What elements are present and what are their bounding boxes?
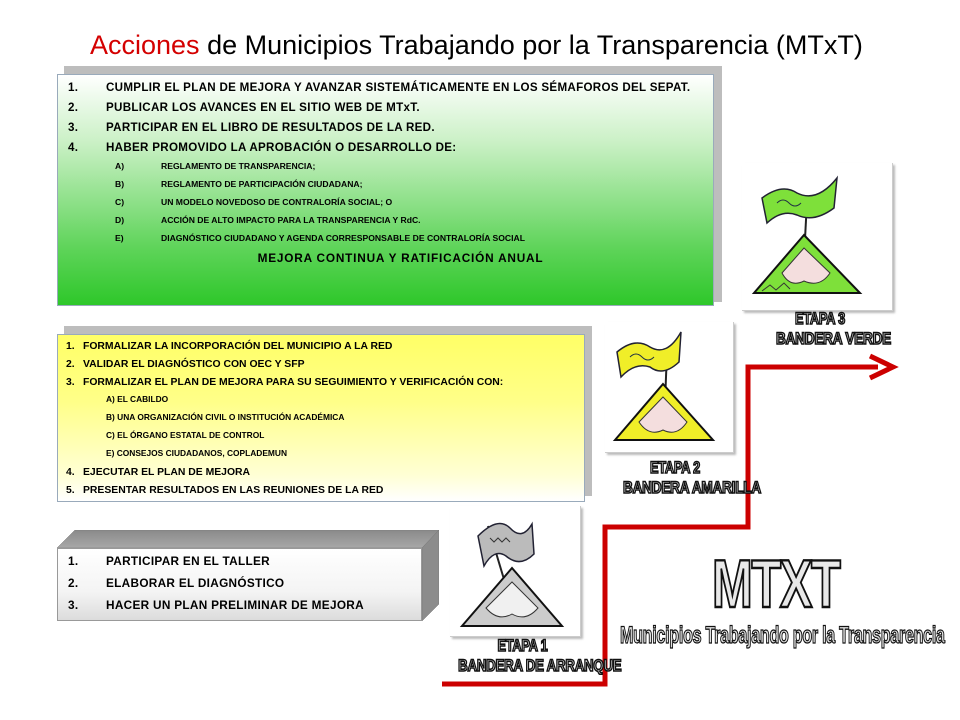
green-box-footer: MEJORA CONTINUA Y RATIFICACIÓN ANUAL xyxy=(257,251,544,265)
green-stage-box xyxy=(57,74,714,306)
sub-item: B) REGLAMENTO DE PARTICIPACIÓN CIUDADANA; xyxy=(115,179,363,189)
list-item: 1. CUMPLIR EL PLAN DE MEJORA Y AVANZAR SISTEMÁTICAMENTE EN LOS SÉMAFOROS DEL SEPAT. xyxy=(68,81,691,94)
mtxt-tagline: Municipios Trabajando por la Transparencia xyxy=(620,622,945,649)
list-item: 1. FORMALIZAR LA INCORPORACIÓN DEL MUNICIPIO A LA RED xyxy=(66,341,393,352)
sub-item: D) ACCIÓN DE ALTO IMPACTO PARA LA TRANSPARENCIA Y RdC. xyxy=(115,215,421,225)
list-item: 2. ELABORAR EL DIAGNÓSTICO xyxy=(68,576,285,590)
mtxt-logo-text: MTXT xyxy=(712,546,840,622)
sub-item: A) EL CABILDO xyxy=(106,394,169,404)
grey-stage-box xyxy=(57,548,422,621)
list-item: 4. EJECUTAR EL PLAN DE MEJORA xyxy=(66,467,251,478)
stage2-label: ETAPA 2 BANDERA AMARILLA xyxy=(623,458,761,497)
yellow-stage-box xyxy=(57,334,585,502)
list-item: 2. VALIDAR EL DIAGNÓSTICO CON OEC Y SFP xyxy=(66,359,305,370)
list-item: 3. PARTICIPAR EN EL LIBRO DE RESULTADOS DE LA RED. xyxy=(68,121,435,134)
stage1-label: ETAPA 1 BANDERA DE ARRANQUE xyxy=(458,636,622,675)
title-rest: de Municipios Trabajando por la Transparencia (MTxT) xyxy=(199,30,863,60)
sub-item: E) DIAGNÓSTICO CIUDADANO Y AGENDA CORRESPONSABLE DE CONTRALORÍA SOCIAL xyxy=(115,233,525,243)
sub-item: C) UN MODELO NOVEDOSO DE CONTRALORÍA SOCIAL; O xyxy=(115,197,393,207)
sub-item: E) CONSEJOS CIUDADANOS, COPLADEMUN xyxy=(106,448,288,458)
list-item: 4. HABER PROMOVIDO LA APROBACIÓN O DESARROLLO DE: xyxy=(68,141,457,154)
stage3-label: ETAPA 3 BANDERA VERDE xyxy=(776,309,892,348)
stage3-flag-frame xyxy=(742,163,893,311)
list-item: 1. PARTICIPAR EN EL TALLER xyxy=(68,554,270,568)
list-item: 3. FORMALIZAR EL PLAN DE MEJORA PARA SU SEGUIMIENTO Y VERIFICACIÓN CON: xyxy=(66,377,504,388)
mountain-flag-icon xyxy=(605,322,733,452)
sub-item: B) UNA ORGANIZACIÓN CIVIL O INSTITUCIÓN ACADÉMICA xyxy=(106,412,345,422)
mountain-flag-icon xyxy=(450,506,580,636)
list-item: 3. HACER UN PLAN PRELIMINAR DE MEJORA xyxy=(68,598,364,612)
stage1-flag-frame xyxy=(450,506,581,637)
list-item: 5. PRESENTAR RESULTADOS EN LAS REUNIONES DE LA RED xyxy=(66,485,384,496)
title-accent: Acciones xyxy=(90,30,200,60)
mountain-flag-icon xyxy=(742,163,892,310)
sub-item: A) REGLAMENTO DE TRANSPARENCIA; xyxy=(115,161,316,171)
sub-item: C) EL ÓRGANO ESTATAL DE CONTROL xyxy=(106,430,265,440)
stage2-flag-frame xyxy=(605,322,734,453)
list-item: 2. PUBLICAR LOS AVANCES EN EL SITIO WEB DE MTxT. xyxy=(68,101,420,114)
